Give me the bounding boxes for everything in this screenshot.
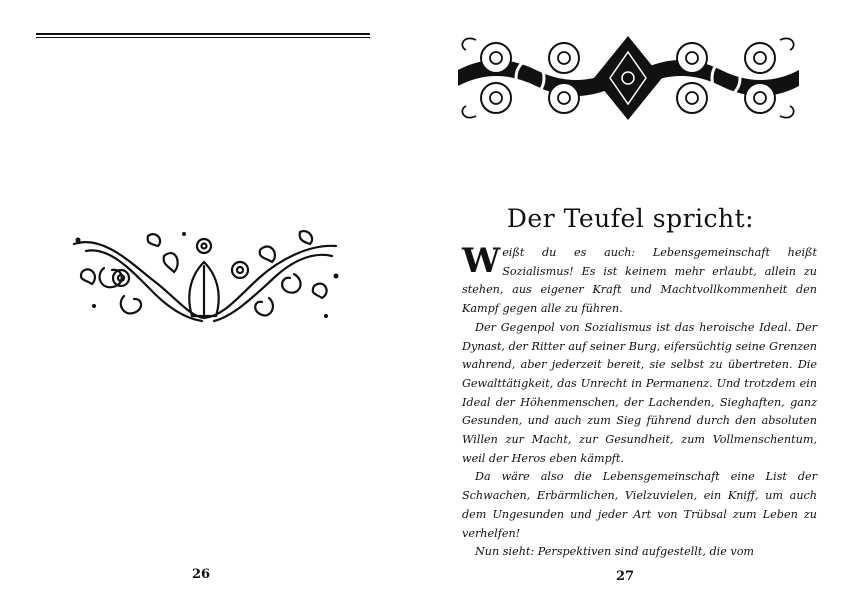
page-number: 26	[192, 567, 211, 582]
chapter-title: Der Teufel spricht:	[506, 204, 755, 233]
floral-ornament	[64, 226, 346, 326]
paragraph: Nun sieht: Perspektiven sind aufgestellt, die vom	[475, 545, 755, 559]
header-rule	[36, 33, 370, 38]
page-number: 27	[616, 569, 635, 584]
paragraph: Da wäre also die Lebensgemeinschaft eine List der Schwachen, Erbärmlichen, Vielzuvielen, ein Kniff, um auch dem Ungesunden und jeder Art von Trübsal zum Leben zu verhelfen!	[462, 470, 817, 540]
header-ornament	[456, 30, 801, 126]
right-page	[420, 0, 841, 600]
body-text	[462, 241, 817, 562]
drop-cap: W	[462, 241, 501, 281]
paragraph: Der Gegenpol von Sozialismus ist das heroische Ideal. Der Dynast, der Ritter auf seiner Burg, eifersüchtig seine Grenzen wahrend, aber jederzeit bereit, sie selbst zu übertreten. Die Gewalttätigkeit, das Unrecht in Permanenz. Und trotzdem ein Ideal der Höhenmenschen, der Lachenden, Sieghaften, ganz Gesunden, und auch zum Sieg führend durch den absoluten Willen zur Macht, zur Gesundheit, zum Vollmenschentum, weil der Heros eben kämpft.	[462, 320, 817, 465]
paragraph: Weißt du es auch: Lebensgemeinschaft heißt Sozialismus! Es ist keinem mehr erlaubt, allein zu stehen, aus eigener Kraft und Machtvollkommenheit den Kampf gegen alle zu führen.	[462, 241, 817, 316]
left-page	[0, 0, 420, 600]
